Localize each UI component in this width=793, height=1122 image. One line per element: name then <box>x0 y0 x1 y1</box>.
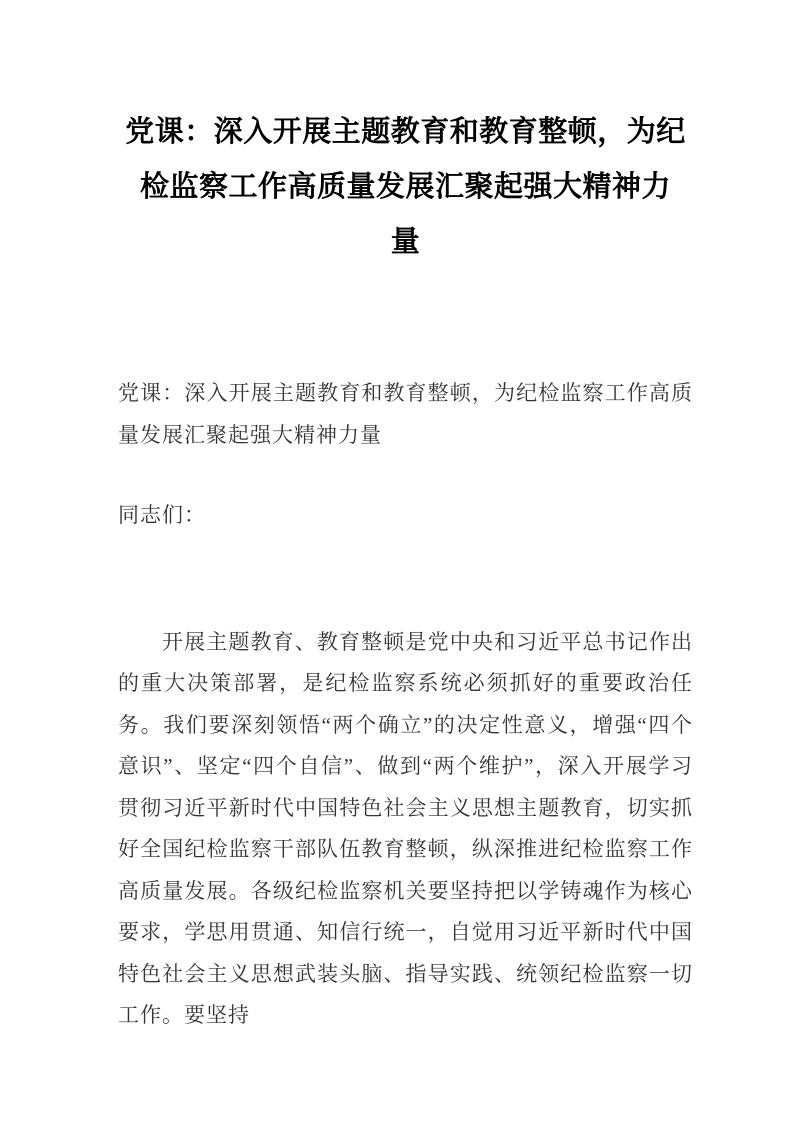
document-title <box>118 105 693 270</box>
title-line-3: 量 <box>390 226 421 258</box>
subtitle-paragraph: 党课：深入开展主题教育和教育整顿，为纪检监察工作高质量发展汇聚起强大精神力量 <box>118 381 693 447</box>
salutation: 同志们： <box>118 503 206 527</box>
body-paragraph: 开展主题教育、教育整顿是党中央和习近平总书记作出的重大决策部署，是纪检监察系统必须抓好的重要政治任务。我们要深刻领悟“两个确立”的决定性意义，增强“四个意识”、坚定“四个自信”、做到“两个维护”，深入开展学习贯彻习近平新时代中国特色社会主义思想主题教育，切实抓好全国纪检监察干部队伍教育整顿，纵深推进纪检监察工作高质量发展。各级纪检监察机关要坚持把以学铸魂作为核心要求，学思用贯通、知信行统一，自觉用习近平新时代中国特色社会主义思想武装头脑、指导实践、统领纪检监察一切工作。要坚持 <box>118 629 693 1027</box>
title-line-2: 检监察工作高质量发展汇聚起强大精神力 <box>139 171 671 203</box>
title-line-1: 党课：深入开展主题教育和教育整顿，为纪 <box>125 116 686 148</box>
